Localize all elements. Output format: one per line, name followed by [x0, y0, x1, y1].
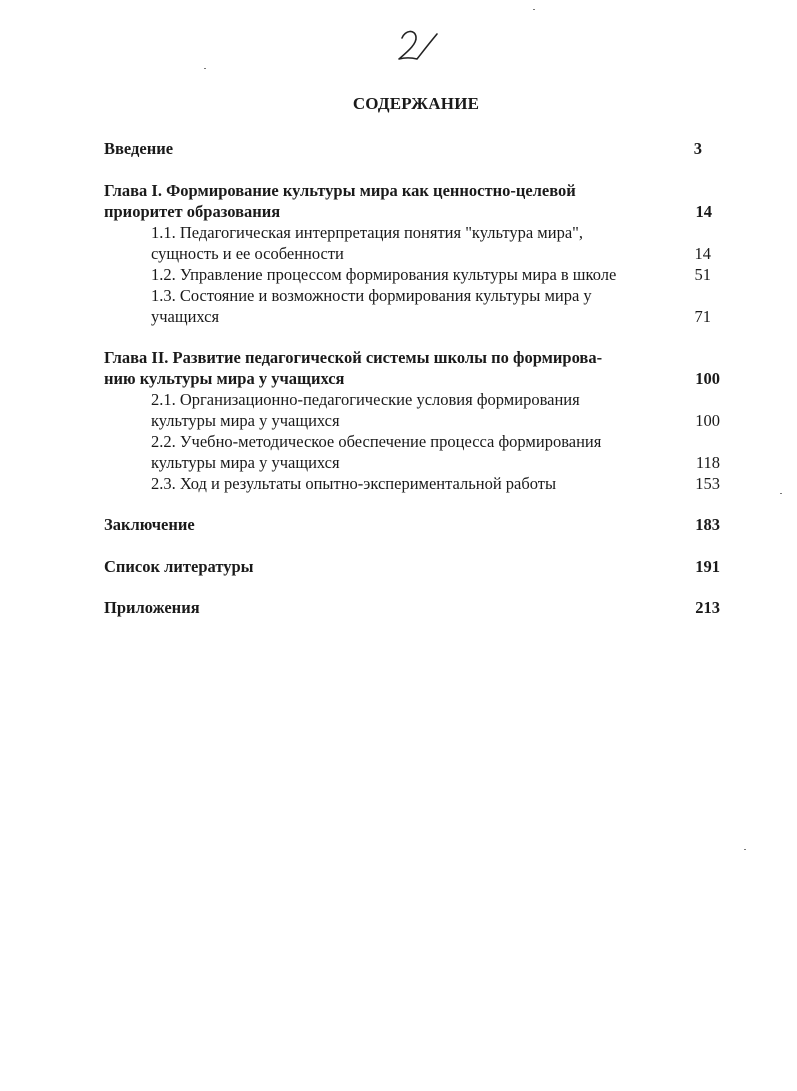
toc-entry-chapter-1-line1[interactable]: Глава I. Формирование культуры мира как ценностно-целевой [104, 181, 576, 200]
toc-entry-intro[interactable]: Введение [104, 139, 174, 158]
toc-page-conclusion: 183 [695, 515, 720, 534]
toc-entry-2-3[interactable]: 2.3. Ход и результаты опытно-экспериментальной работы [151, 474, 557, 493]
toc-page-chapter-1: 14 [695, 202, 712, 221]
toc-entry-2-1-line2[interactable]: культуры мира у учащихся [151, 411, 340, 430]
toc-entry-references[interactable]: Список литературы [104, 557, 254, 576]
toc-entry-2-2-line2[interactable]: культуры мира у учащихся [151, 453, 340, 472]
toc-page-1-2: 51 [694, 265, 711, 284]
toc-page-references: 191 [695, 557, 720, 576]
toc-page-2-1: 100 [695, 411, 720, 430]
toc-entry-conclusion[interactable]: Заключение [104, 515, 195, 534]
toc-title: СОДЕРЖАНИЕ [352, 94, 480, 113]
toc-page-1-3: 71 [694, 307, 711, 326]
toc-page-2-3: 153 [695, 474, 720, 493]
toc-entry-1-1-line1[interactable]: 1.1. Педагогическая интерпретация понятия "культура мира", [151, 223, 584, 242]
toc-entry-2-2-line1[interactable]: 2.2. Учебно-методическое обеспечение процесса формирования [151, 432, 602, 451]
toc-entry-1-3-line2[interactable]: учащихся [151, 307, 220, 326]
toc-page-2-2: 118 [695, 453, 720, 472]
toc-page-1-1: 14 [694, 244, 711, 263]
toc-entry-1-2[interactable]: 1.2. Управление процессом формирования культуры мира в школе [151, 265, 617, 284]
toc-page-appendices: 213 [695, 598, 720, 617]
toc-page-chapter-2: 100 [695, 369, 720, 388]
toc-entry-chapter-1-line2[interactable]: приоритет образования [104, 202, 281, 221]
toc-entry-chapter-2-line2[interactable]: нию культуры мира у учащихся [104, 369, 345, 388]
toc-entry-2-1-line1[interactable]: 2.1. Организационно-педагогические условия формирования [151, 390, 580, 409]
toc-entry-1-1-line2[interactable]: сущность и ее особенности [151, 244, 344, 263]
toc-entry-chapter-2-line1[interactable]: Глава II. Развитие педагогической системы школы по формирова- [104, 348, 603, 367]
toc-entry-appendices[interactable]: Приложения [104, 598, 200, 617]
toc-entry-1-3-line1[interactable]: 1.3. Состояние и возможности формирования культуры мира у [151, 286, 592, 305]
toc-page-intro: 3 [693, 139, 702, 158]
